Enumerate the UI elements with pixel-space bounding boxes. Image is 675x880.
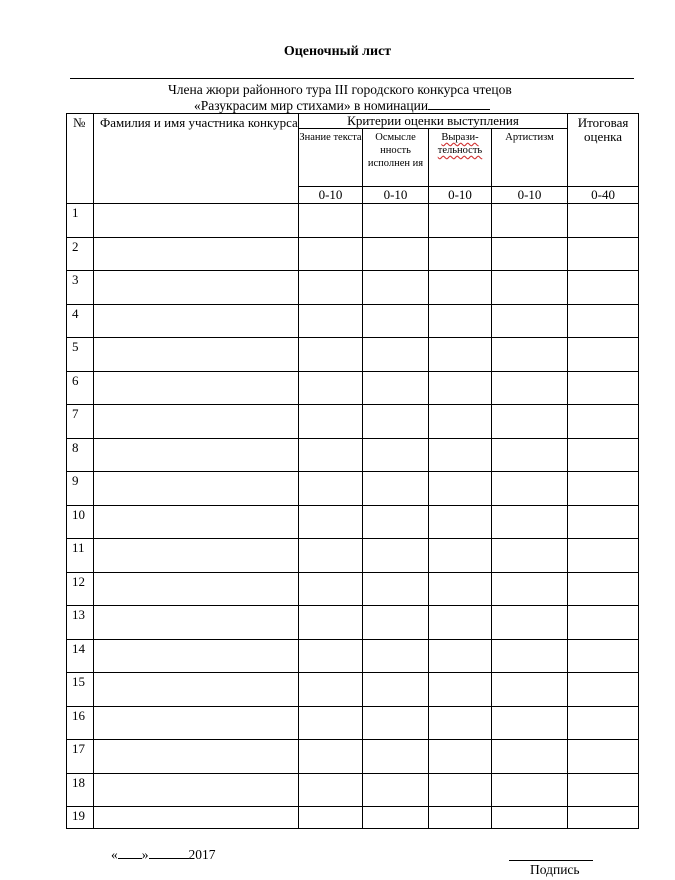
- name-cell[interactable]: [94, 472, 299, 506]
- document-title: Оценочный лист: [283, 44, 392, 59]
- criterion-meaning: Осмысле нность исполнен ия: [363, 129, 429, 187]
- table-row: [67, 639, 639, 673]
- total-cell[interactable]: [568, 773, 639, 807]
- name-cell[interactable]: [94, 304, 299, 338]
- meaning-cell[interactable]: [363, 606, 429, 640]
- total-cell[interactable]: [568, 606, 639, 640]
- meaning-cell[interactable]: [363, 338, 429, 372]
- expressiveness-cell[interactable]: [429, 572, 492, 606]
- header-number: №: [67, 114, 94, 204]
- row-number: 15: [67, 673, 94, 707]
- name-cell[interactable]: [94, 438, 299, 472]
- table-row: [67, 405, 639, 439]
- row-number: 4: [67, 304, 94, 338]
- row-number: 10: [67, 505, 94, 539]
- expressiveness-cell[interactable]: [429, 807, 492, 829]
- signature-label: Подпись: [530, 862, 580, 877]
- subtitle-line-2-text: «Разукрасим мир стихами» в номинации: [194, 98, 429, 113]
- knowledge-cell[interactable]: [299, 606, 363, 640]
- artistry-cell[interactable]: [492, 204, 568, 238]
- row-number: 5: [67, 338, 94, 372]
- row-number: 2: [67, 237, 94, 271]
- total-cell[interactable]: [568, 539, 639, 573]
- row-number: 13: [67, 606, 94, 640]
- range-expressiveness: 0-10: [429, 187, 492, 204]
- knowledge-cell[interactable]: [299, 472, 363, 506]
- knowledge-cell[interactable]: [299, 572, 363, 606]
- name-cell[interactable]: [94, 773, 299, 807]
- artistry-cell[interactable]: [492, 304, 568, 338]
- expressiveness-cell[interactable]: [429, 673, 492, 707]
- knowledge-cell[interactable]: [299, 204, 363, 238]
- knowledge-cell[interactable]: [299, 371, 363, 405]
- table-row: [67, 271, 639, 305]
- artistry-cell[interactable]: [492, 505, 568, 539]
- total-cell[interactable]: [568, 740, 639, 774]
- knowledge-cell[interactable]: [299, 405, 363, 439]
- expressiveness-cell[interactable]: [429, 773, 492, 807]
- artistry-cell[interactable]: [492, 606, 568, 640]
- artistry-cell[interactable]: [492, 472, 568, 506]
- artistry-cell[interactable]: [492, 271, 568, 305]
- row-number: 9: [67, 472, 94, 506]
- meaning-cell[interactable]: [363, 773, 429, 807]
- meaning-cell[interactable]: [363, 572, 429, 606]
- criterion-expressiveness-label: Вырази-тельность: [437, 132, 483, 156]
- header-rule: [70, 78, 634, 79]
- meaning-cell[interactable]: [363, 807, 429, 829]
- table-row: [67, 673, 639, 707]
- criterion-knowledge: Знание текста: [299, 129, 363, 187]
- artistry-cell[interactable]: [492, 438, 568, 472]
- table-row: [67, 740, 639, 774]
- artistry-cell[interactable]: [492, 338, 568, 372]
- range-knowledge: 0-10: [299, 187, 363, 204]
- name-cell[interactable]: [94, 338, 299, 372]
- artistry-cell[interactable]: [492, 773, 568, 807]
- total-cell[interactable]: [568, 237, 639, 271]
- header-total: Итоговая оценка: [568, 114, 639, 187]
- name-cell[interactable]: [94, 505, 299, 539]
- knowledge-cell[interactable]: [299, 237, 363, 271]
- knowledge-cell[interactable]: [299, 706, 363, 740]
- name-cell[interactable]: [94, 673, 299, 707]
- table-row: [67, 773, 639, 807]
- score-table: [66, 113, 639, 829]
- name-cell[interactable]: [94, 271, 299, 305]
- name-cell[interactable]: [94, 639, 299, 673]
- artistry-cell[interactable]: [492, 572, 568, 606]
- name-cell[interactable]: [94, 706, 299, 740]
- name-cell[interactable]: [94, 539, 299, 573]
- meaning-cell[interactable]: [363, 740, 429, 774]
- total-cell[interactable]: [568, 572, 639, 606]
- date-field: [111, 846, 216, 863]
- expressiveness-cell[interactable]: [429, 271, 492, 305]
- range-meaning: 0-10: [363, 187, 429, 204]
- name-cell[interactable]: [94, 371, 299, 405]
- meaning-cell[interactable]: [363, 706, 429, 740]
- knowledge-cell[interactable]: [299, 539, 363, 573]
- subtitle-line-2: [194, 97, 490, 114]
- expressiveness-cell[interactable]: [429, 505, 492, 539]
- expressiveness-cell[interactable]: [429, 438, 492, 472]
- name-cell[interactable]: [94, 807, 299, 829]
- artistry-cell[interactable]: [492, 237, 568, 271]
- expressiveness-cell[interactable]: [429, 639, 492, 673]
- total-cell[interactable]: [568, 807, 639, 829]
- meaning-cell[interactable]: [363, 438, 429, 472]
- subtitle-line-1: Члена жюри районного тура III городского конкурса чтецов: [168, 82, 512, 97]
- criterion-artistry: Артистизм: [492, 129, 568, 187]
- meaning-cell[interactable]: [363, 539, 429, 573]
- row-number: 18: [67, 773, 94, 807]
- knowledge-cell[interactable]: [299, 807, 363, 829]
- total-cell[interactable]: [568, 271, 639, 305]
- expressiveness-cell[interactable]: [429, 606, 492, 640]
- table-row: [67, 539, 639, 573]
- date-close-quote: »: [141, 847, 149, 862]
- table-row: [67, 706, 639, 740]
- artistry-cell[interactable]: [492, 639, 568, 673]
- range-artistry: 0-10: [492, 187, 568, 204]
- signature-line: [509, 860, 593, 861]
- name-cell[interactable]: [94, 740, 299, 774]
- meaning-cell[interactable]: [363, 505, 429, 539]
- row-number: 14: [67, 639, 94, 673]
- name-cell[interactable]: [94, 606, 299, 640]
- month-blank: [149, 846, 189, 859]
- range-total: 0-40: [568, 187, 639, 204]
- name-cell[interactable]: [94, 237, 299, 271]
- knowledge-cell[interactable]: [299, 639, 363, 673]
- expressiveness-cell[interactable]: [429, 405, 492, 439]
- knowledge-cell[interactable]: [299, 505, 363, 539]
- row-number: 3: [67, 271, 94, 305]
- header-participant-name: Фамилия и имя участника конкурса: [94, 114, 299, 204]
- artistry-cell[interactable]: [492, 807, 568, 829]
- table-row: [67, 807, 639, 829]
- total-cell[interactable]: [568, 639, 639, 673]
- total-cell[interactable]: [568, 438, 639, 472]
- meaning-cell[interactable]: [363, 204, 429, 238]
- artistry-cell[interactable]: [492, 673, 568, 707]
- total-cell[interactable]: [568, 304, 639, 338]
- table-row: [67, 472, 639, 506]
- header-criteria: Критерии оценки выступления: [299, 114, 568, 129]
- total-cell[interactable]: [568, 371, 639, 405]
- row-number: 11: [67, 539, 94, 573]
- meaning-cell[interactable]: [363, 673, 429, 707]
- knowledge-cell[interactable]: [299, 304, 363, 338]
- total-cell[interactable]: [568, 673, 639, 707]
- expressiveness-cell[interactable]: [429, 706, 492, 740]
- row-number: 8: [67, 438, 94, 472]
- artistry-cell[interactable]: [492, 740, 568, 774]
- expressiveness-cell[interactable]: [429, 371, 492, 405]
- expressiveness-cell[interactable]: [429, 204, 492, 238]
- knowledge-cell[interactable]: [299, 338, 363, 372]
- meaning-cell[interactable]: [363, 371, 429, 405]
- table-row: [67, 371, 639, 405]
- criterion-expressiveness: [429, 129, 492, 187]
- expressiveness-cell[interactable]: [429, 472, 492, 506]
- total-cell[interactable]: [568, 706, 639, 740]
- artistry-cell[interactable]: [492, 405, 568, 439]
- nomination-blank: [428, 97, 490, 110]
- table-row: [67, 606, 639, 640]
- row-number: 12: [67, 572, 94, 606]
- expressiveness-cell[interactable]: [429, 539, 492, 573]
- total-cell[interactable]: [568, 405, 639, 439]
- date-open-quote: «: [111, 847, 118, 862]
- table-row: [67, 204, 639, 238]
- table-row: [67, 237, 639, 271]
- table-row: [67, 572, 639, 606]
- total-cell[interactable]: [568, 204, 639, 238]
- knowledge-cell[interactable]: [299, 773, 363, 807]
- artistry-cell[interactable]: [492, 706, 568, 740]
- table-row: [67, 505, 639, 539]
- name-cell[interactable]: [94, 572, 299, 606]
- row-number: 1: [67, 204, 94, 238]
- expressiveness-cell[interactable]: [429, 740, 492, 774]
- total-cell[interactable]: [568, 472, 639, 506]
- table-row: [67, 304, 639, 338]
- row-number: 7: [67, 405, 94, 439]
- total-cell[interactable]: [568, 338, 639, 372]
- expressiveness-cell[interactable]: [429, 237, 492, 271]
- meaning-cell[interactable]: [363, 639, 429, 673]
- knowledge-cell[interactable]: [299, 673, 363, 707]
- name-cell[interactable]: [94, 204, 299, 238]
- table-row: [67, 438, 639, 472]
- knowledge-cell[interactable]: [299, 271, 363, 305]
- date-year: 2017: [188, 847, 216, 862]
- expressiveness-cell[interactable]: [429, 338, 492, 372]
- row-number: 17: [67, 740, 94, 774]
- meaning-cell[interactable]: [363, 472, 429, 506]
- meaning-cell[interactable]: [363, 304, 429, 338]
- table-row: [67, 338, 639, 372]
- row-number: 16: [67, 706, 94, 740]
- row-number: 6: [67, 371, 94, 405]
- knowledge-cell[interactable]: [299, 438, 363, 472]
- knowledge-cell[interactable]: [299, 740, 363, 774]
- day-blank: [118, 846, 142, 859]
- total-cell[interactable]: [568, 505, 639, 539]
- row-number: 19: [67, 807, 94, 829]
- meaning-cell[interactable]: [363, 237, 429, 271]
- meaning-cell[interactable]: [363, 271, 429, 305]
- artistry-cell[interactable]: [492, 371, 568, 405]
- meaning-cell[interactable]: [363, 405, 429, 439]
- expressiveness-cell[interactable]: [429, 304, 492, 338]
- artistry-cell[interactable]: [492, 539, 568, 573]
- name-cell[interactable]: [94, 405, 299, 439]
